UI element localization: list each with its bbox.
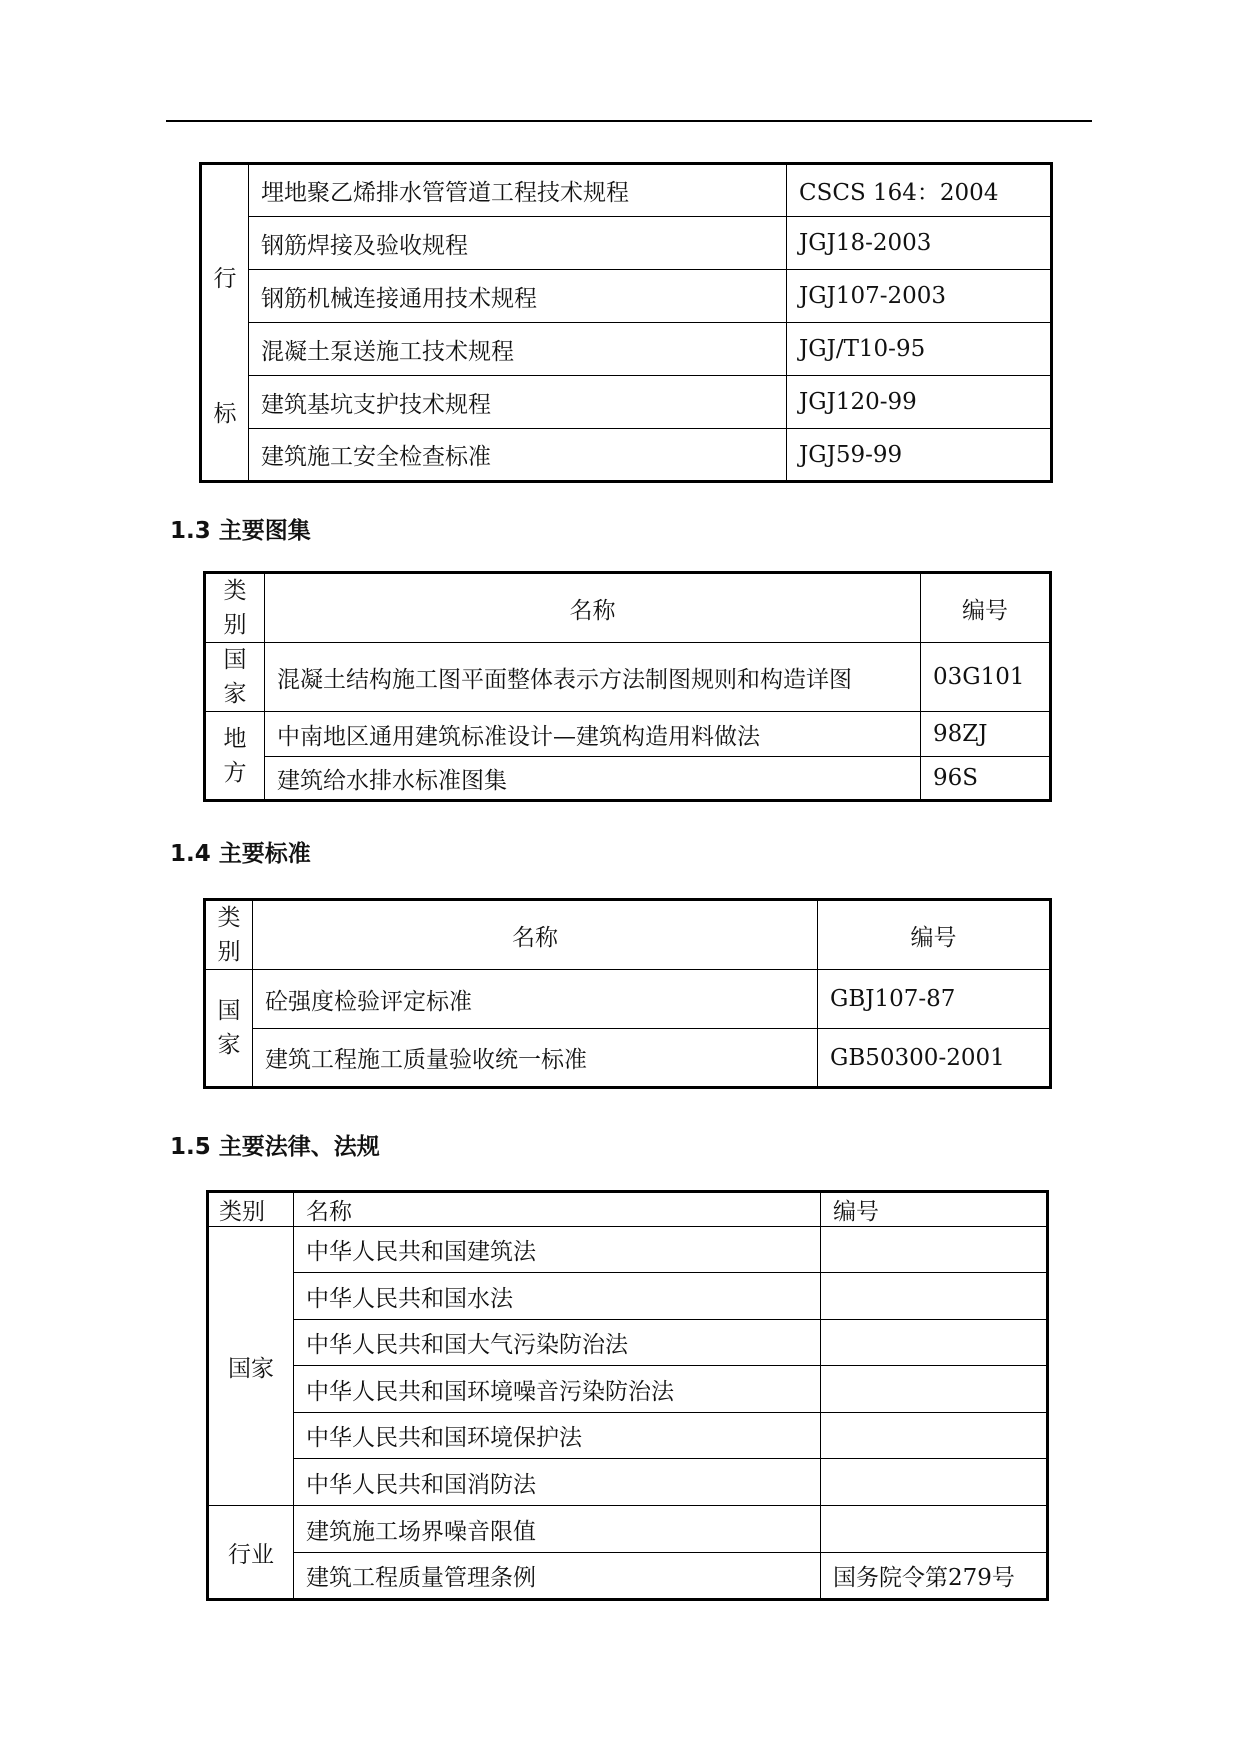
law-name: 中华人民共和国建筑法	[294, 1227, 821, 1273]
standard-code: JGJ107-2003	[787, 270, 1052, 323]
law-code	[821, 1366, 1048, 1413]
law-code	[821, 1273, 1048, 1320]
standard-name: 建筑施工安全检查标准	[249, 429, 787, 482]
standard-name: 混凝土泵送施工技术规程	[249, 323, 787, 376]
atlas-name: 混凝土结构施工图平面整体表示方法制图规则和构造详图	[265, 643, 921, 712]
category-cell: 国家	[205, 643, 265, 712]
law-code: 国务院令第279号	[821, 1553, 1048, 1600]
header-code: 编号	[921, 573, 1051, 643]
category-top-label: 行	[213, 265, 237, 292]
atlas-name: 中南地区通用建筑标准设计—建筑构造用料做法	[265, 712, 921, 757]
law-code	[821, 1459, 1048, 1506]
standard-code: JGJ18-2003	[787, 217, 1052, 270]
laws-table	[206, 1190, 1049, 1601]
standard-code: JGJ59-99	[787, 429, 1052, 482]
standard-name: 建筑工程施工质量验收统一标准	[253, 1029, 818, 1088]
atlas-table	[203, 571, 1052, 802]
law-code	[821, 1413, 1048, 1459]
header-category: 类别	[205, 573, 265, 643]
standard-name: 砼强度检验评定标准	[253, 970, 818, 1029]
category-cell: 国家	[208, 1227, 294, 1506]
category-cell: 行业	[208, 1506, 294, 1600]
header-rule	[166, 120, 1092, 122]
industry-standards-table	[199, 162, 1053, 483]
atlas-code: 96S	[921, 757, 1051, 801]
section-1-4-title: 1.4 主要标准	[170, 841, 311, 867]
law-code	[821, 1227, 1048, 1273]
law-name: 建筑工程质量管理条例	[294, 1553, 821, 1600]
header-name: 名称	[253, 900, 818, 970]
law-code	[821, 1320, 1048, 1366]
standard-code: CSCS 164：2004	[787, 164, 1052, 217]
standard-name: 钢筋焊接及验收规程	[249, 217, 787, 270]
atlas-code: 98ZJ	[921, 712, 1051, 757]
standard-code: JGJ/T10-95	[787, 323, 1052, 376]
header-category: 类别	[208, 1192, 294, 1227]
standard-code: GBJ107-87	[818, 970, 1051, 1029]
category-cell: 国家	[205, 970, 253, 1088]
law-name: 中华人民共和国水法	[294, 1273, 821, 1320]
standard-name: 建筑基坑支护技术规程	[249, 376, 787, 429]
law-code	[821, 1506, 1048, 1553]
standard-code: GB50300-2001	[818, 1029, 1051, 1088]
law-name: 中华人民共和国大气污染防治法	[294, 1320, 821, 1366]
atlas-code: 03G101	[921, 643, 1051, 712]
atlas-name: 建筑给水排水标准图集	[265, 757, 921, 801]
law-name: 中华人民共和国环境噪音污染防治法	[294, 1366, 821, 1413]
category-bottom-label: 标	[213, 400, 237, 427]
standards-table	[203, 898, 1052, 1089]
standard-name: 钢筋机械连接通用技术规程	[249, 270, 787, 323]
header-name: 名称	[294, 1192, 821, 1227]
law-name: 中华人民共和国环境保护法	[294, 1413, 821, 1459]
section-1-3-title: 1.3 主要图集	[170, 518, 311, 544]
law-name: 中华人民共和国消防法	[294, 1459, 821, 1506]
header-code: 编号	[818, 900, 1051, 970]
standard-name: 埋地聚乙烯排水管管道工程技术规程	[249, 164, 787, 217]
header-code: 编号	[821, 1192, 1048, 1227]
category-cell: 地方	[205, 712, 265, 801]
header-category: 类别	[205, 900, 253, 970]
standard-code: JGJ120-99	[787, 376, 1052, 429]
law-name: 建筑施工场界噪音限值	[294, 1506, 821, 1553]
category-cell	[201, 164, 249, 482]
section-1-5-title: 1.5 主要法律、法规	[170, 1134, 380, 1160]
header-name: 名称	[265, 573, 921, 643]
